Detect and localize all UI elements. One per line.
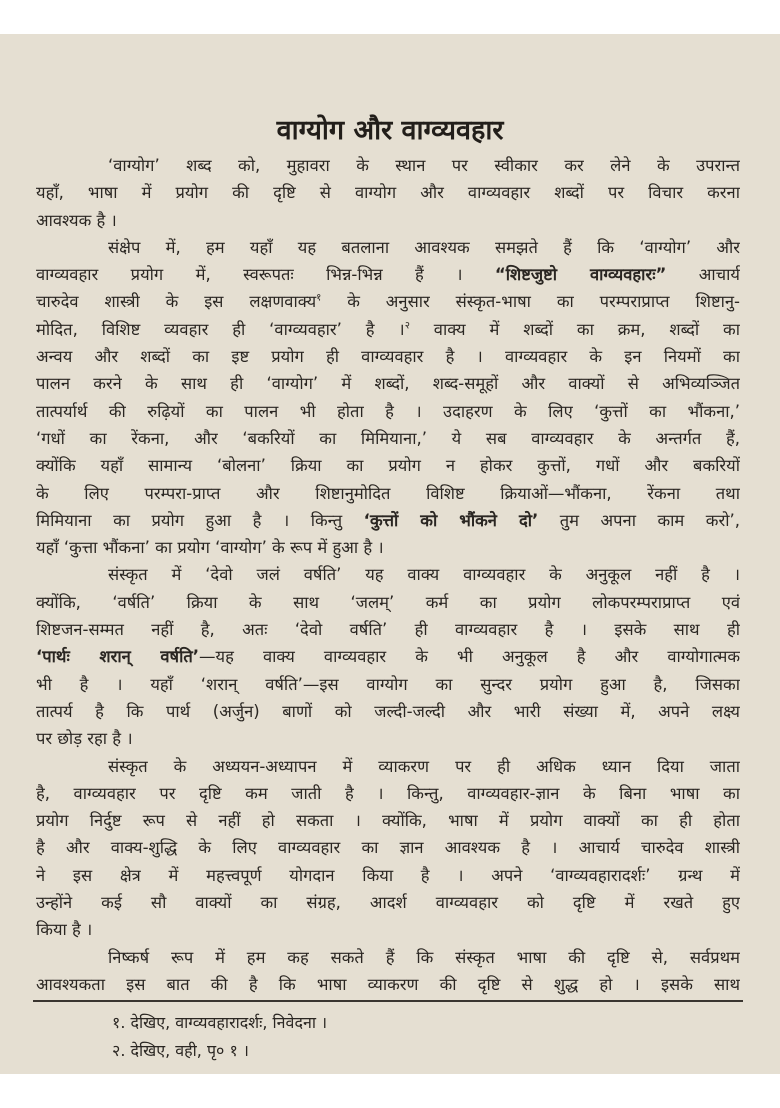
text-segment: शिष्टजन-सम्मत नहीं है, अतः ‘देवो वर्षति’ ही वाग्व्यवहार है । इसके साथ ही: [36, 620, 740, 640]
text-segment: आवश्यक है ।: [36, 210, 117, 230]
book-page: [0, 34, 780, 1074]
footnote-divider: [33, 1000, 743, 1002]
text-segment: यहाँ, भाषा में प्रयोग की दृष्टि से वाग्योग और वाग्व्यवहार शब्दों पर विचार करना: [36, 183, 740, 203]
paragraph: [36, 561, 740, 752]
text-segment: भी है । यहाँ ‘शरान् वर्षति’—इस वाग्योग का सुन्दर प्रयोग हुआ है, जिसका: [36, 674, 740, 694]
text-line: [36, 944, 740, 971]
text-line: [36, 671, 740, 698]
text-line: [36, 862, 740, 889]
text-line: [36, 725, 740, 752]
text-segment: क्योंकि, ‘वर्षति’ क्रिया के साथ ‘जलम्’ कर्म का प्रयोग लोकपरम्पराप्राप्त एवं: [36, 592, 740, 612]
text-segment: किया है ।: [36, 920, 93, 940]
text-segment: क्योंकि यहाँ सामान्य ‘बोलना’ क्रिया का प्रयोग न होकर कुत्तों, गधों और बकरियों: [36, 456, 740, 476]
text-line: [36, 534, 740, 561]
text-line: [36, 288, 740, 315]
text-line: [36, 370, 740, 397]
text-segment: के अनुसार संस्कृत-भाषा का परम्पराप्राप्त शिष्टानु-: [321, 292, 740, 312]
text-segment: चारुदेव शास्त्री के इस लक्षणवाक्य: [36, 292, 317, 312]
text-line: [36, 152, 740, 179]
body-text: [36, 152, 740, 998]
text-segment: प्रयोग निर्दुष्ट रूप से नहीं हो सकता । क्योंकि, भाषा में प्रयोग वाक्यों का ही होता: [36, 811, 740, 831]
text-segment: तात्पर्य है कि पार्थ (अर्जुन) बाणों को जल्दी-जल्दी और भारी संख्या में, अपने लक्ष्य: [36, 701, 740, 721]
text-line: [36, 179, 740, 206]
footnote-1: १. देखिए, वाग्व्यवहारादर्शः, निवेदना ।: [112, 1013, 328, 1032]
text-line: [36, 561, 740, 588]
text-segment: के लिए परम्परा-प्राप्त और शिष्टानुमोदित विशिष्ट क्रियाओं—भौंकना, रेंकना तथा: [36, 483, 740, 503]
text-line: [36, 807, 740, 834]
paragraph: [36, 152, 740, 234]
text-segment: ने इस क्षेत्र में महत्त्वपूर्ण योगदान किया है । अपने ‘वाग्व्यवहारादर्शः’ ग्रन्थ में: [36, 865, 740, 885]
text-line: [36, 589, 740, 616]
text-line: [36, 316, 740, 343]
text-line: [36, 753, 740, 780]
text-segment: पालन करने के साथ ही ‘वाग्योग’ में शब्दों, शब्द-समूहों और वाक्यों से अभिव्यञ्जित: [36, 374, 740, 394]
text-segment: है, वाग्व्यवहार पर दृष्टि कम जाती है । किन्तु, वाग्व्यवहार-ज्ञान के बिना भाषा का: [36, 783, 740, 803]
text-segment: तात्पर्यार्थ की रुढ़ियों का पालन भी होता है । उदाहरण के लिए ‘कुत्तों का भौंकना,’: [36, 401, 740, 421]
text-segment: यहाँ ‘कुत्ता भौंकना’ का प्रयोग ‘वाग्योग’ के रूप में हुआ है ।: [36, 538, 384, 558]
text-segment: —यह वाक्य वाग्व्यवहार के भी अनुकूल है और वाग्योगात्मक: [199, 647, 740, 667]
text-line: [36, 234, 740, 261]
text-segment: अन्वय और शब्दों का इष्ट प्रयोग ही वाग्व्यवहार है । वाग्व्यवहार के इन नियमों का: [36, 347, 740, 367]
text-line: [36, 616, 740, 643]
text-segment: है और वाक्य-शुद्धि के लिए वाग्व्यवहार का ज्ञान आवश्यक है । आचार्य चारुदेव शास्त्री: [36, 838, 740, 858]
text-segment: ‘वाग्योग’ शब्द को, मुहावरा के स्थान पर स्वीकार कर लेने के उपरान्त: [108, 156, 740, 175]
text-segment: वाग्व्यवहार प्रयोग में, स्वरूपतः भिन्न-भिन्न हैं ।: [36, 265, 495, 285]
text-segment: निष्कर्ष रूप में हम कह सकते हैं कि संस्कृत भाषा की दृष्टि से, सर्वप्रथम: [108, 947, 740, 967]
text-line: [36, 343, 740, 370]
paragraph: [36, 753, 740, 944]
text-segment: संस्कृत के अध्ययन-अध्यापन में व्याकरण पर ही अधिक ध्यान दिया जाता: [108, 756, 740, 776]
bold-quote: ‘पार्थः शरान् वर्षति’: [36, 647, 200, 667]
text-line: [36, 507, 740, 534]
text-line: [36, 889, 740, 916]
text-segment: ‘गधों का रेंकना, और ‘बकरियों का मिमियाना,’ ये सब वाग्व्यवहार के अन्तर्गत हैं,: [36, 428, 740, 448]
text-line: [36, 398, 740, 425]
text-segment: आवश्यकता इस बात की है कि भाषा व्याकरण की दृष्टि से शुद्ध हो । इसके साथ: [36, 974, 740, 994]
text-line: [36, 643, 740, 670]
text-line: [36, 971, 740, 998]
text-segment: संस्कृत में ‘देवो जलं वर्षति’ यह वाक्य वाग्व्यवहार के अनुकूल नहीं है ।: [108, 565, 740, 585]
bold-quote: ‘कुत्तों को भौंकने दो’: [363, 510, 539, 530]
text-line: [36, 207, 740, 234]
footnote-marker: २: [404, 320, 410, 332]
text-segment: मिमियाना का प्रयोग हुआ है । किन्तु: [36, 510, 364, 530]
footnote-2: २. देखिए, वही, पृ० १ ।: [112, 1041, 249, 1060]
paragraph: [36, 234, 740, 562]
text-segment: वाक्य में शब्दों का क्रम, शब्दों का: [409, 319, 740, 339]
text-segment: उन्होंने कई सौ वाक्यों का संग्रह, आदर्श वाग्व्यवहार को दृष्टि में रखते हुए: [36, 893, 740, 913]
text-segment: मोदित, विशिष्ट व्यवहार ही ‘वाग्व्यवहार’ है ।: [36, 319, 405, 339]
paragraph: [36, 944, 740, 999]
text-segment: पर छोड़ रहा है ।: [36, 729, 133, 749]
text-line: [36, 916, 740, 943]
chapter-title: वाग्योग और वाग्व्यवहार: [276, 115, 504, 146]
text-segment: आचार्य: [666, 265, 740, 285]
text-line: [36, 480, 740, 507]
text-segment: तुम अपना काम करो’,: [538, 510, 740, 530]
text-segment: संक्षेप में, हम यहाँ यह बतलाना आवश्यक समझते हैं कि ‘वाग्योग’ और: [108, 237, 740, 257]
text-line: [36, 834, 740, 861]
bold-quote: “शिष्टजुष्टो वाग्व्यवहारः”: [494, 265, 667, 285]
text-line: [36, 780, 740, 807]
text-line: [36, 698, 740, 725]
text-line: [36, 425, 740, 452]
text-line: [36, 452, 740, 479]
footnote-marker: १: [316, 292, 322, 304]
text-line: [36, 261, 740, 288]
